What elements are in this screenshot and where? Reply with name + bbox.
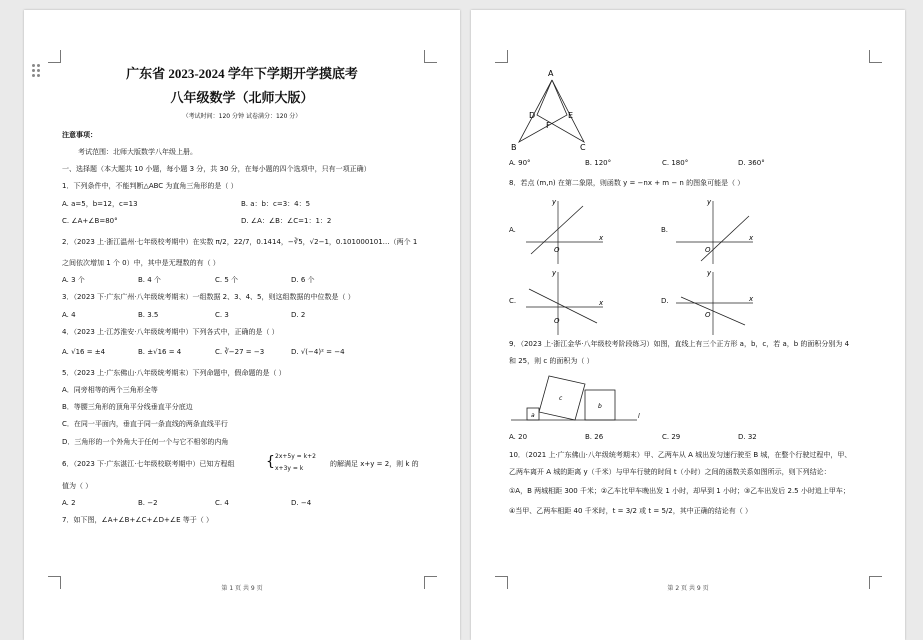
q3-option-c: C. 3 [215, 311, 229, 319]
triangle-acd [537, 80, 584, 142]
axis-x-label: x [749, 295, 754, 303]
q5-option-b: B．等腰三角形的顶角平分线垂直平分底边 [62, 403, 193, 411]
equation-1: 2x+5y = k+2 [275, 453, 316, 460]
question-1-stem: 1．下列条件中，不能判断△ABC 为直角三角形的是（ ） [62, 182, 238, 190]
q2-option-a: A. 3 个 [62, 276, 85, 284]
question-5-stem: 5．（2023 上·广东佛山·八年级统考期末）下列命题中，假命题的是（ ） [62, 369, 286, 377]
q8-graph-a [521, 196, 611, 266]
question-8-stem: 8．若点 (m,n) 在第二象限，则函数 y = −nx + m − n 的图象可能是（ ） [509, 179, 745, 187]
axis-y-label: y [707, 269, 712, 277]
q6-option-a: A. 2 [62, 499, 76, 507]
document-page-2 [471, 10, 905, 640]
question-10-stem-3: ①A，B 两城相距 300 千米；②乙车比甲车晚出发 1 小时，却早到 1 小时；③乙车出发后 2.5 小时追上甲车； [509, 487, 850, 495]
axis-y-label: y [552, 198, 557, 206]
q9-option-a: A. 20 [509, 433, 528, 441]
triangle-abe [519, 80, 567, 142]
label-c: C [580, 143, 586, 152]
document-page-3-edge [24, 632, 460, 640]
label-b: B [511, 143, 517, 152]
margin-mark-top-right [869, 50, 882, 63]
question-3-stem: 3．（2023 下·广东广州·八年级统考期末）一组数据 2、3、4、5，则这组数据的中位数是（ ） [62, 293, 355, 301]
line-graph [701, 216, 749, 261]
label-d: D [529, 111, 536, 120]
margin-mark-top-left [495, 50, 508, 63]
q3-option-d: D. 2 [291, 311, 306, 319]
q8-option-d-label: D. [661, 297, 669, 305]
q7-option-a: A. 90° [509, 159, 531, 167]
equation-2: x+3y = k [275, 465, 304, 472]
q4-option-b: B. ±√16 = 4 [138, 348, 182, 356]
q5-option-a: A．同旁相等的两个三角形全等 [62, 386, 158, 394]
question-6-stem-cont: 值为（ ） [62, 482, 93, 490]
q2-option-c: C. 5 个 [215, 276, 239, 284]
document-page-4-edge [471, 632, 905, 640]
exam-subtitle: 八年级数学（北师大版） [170, 90, 314, 105]
q6-option-d: D. −4 [291, 499, 312, 507]
origin-label: O [554, 317, 560, 325]
label-a: a [531, 412, 535, 419]
q1-option-c: C. ∠A+∠B=80° [62, 217, 118, 225]
question-2-stem-cont: 之间依次增加 1 个 0）中，其中是无理数的有（ ） [62, 259, 220, 267]
axis-x-label: x [749, 234, 754, 242]
margin-mark-top-right [424, 50, 437, 63]
q3-option-a: A. 4 [62, 311, 76, 319]
question-9-stem-cont: 和 25，则 c 的面积为（ ） [509, 357, 594, 365]
q2-option-d: D. 6 个 [291, 276, 315, 284]
question-10-stem-4: ④当甲、乙两车相距 40 千米时，t = 3/2 或 t = 5/2，其中正确的结论有（ ） [509, 507, 752, 515]
q1-option-d: D. ∠A：∠B：∠C=1：1：2 [241, 217, 332, 225]
q8-graph-d [671, 267, 761, 337]
q8-graph-b [671, 196, 761, 266]
question-2-stem: 2．（2023 上·浙江温州·七年级校考期中）在实数 π/2，22/7，0.1414，−∛5，√2−1，0.101000101…（两个 1 [62, 238, 418, 246]
question-10-stem: 10．（2021 上·广东佛山·八年级统考期末）甲、乙两车从 A 城出发匀速行驶至 B 城，在整个行驶过程中，甲、 [509, 451, 852, 459]
q5-option-d: D．三角形的一个外角大于任何一个与它不相邻的内角 [62, 438, 229, 446]
margin-mark-top-left [48, 50, 61, 63]
axis-y-label: y [552, 269, 557, 277]
origin-label: O [705, 246, 711, 254]
exam-scope: 考试范围：北师大版数学八年级上册。 [78, 148, 197, 156]
origin-label: O [554, 246, 560, 254]
q1-option-a: A. a=5，b=12，c=13 [62, 200, 138, 208]
axis-x-label: x [599, 234, 604, 242]
q4-option-a: A. √16 = ±4 [62, 348, 106, 356]
q1-option-b: B. a：b：c=3：4：5 [241, 200, 311, 208]
q8-option-b-label: B. [661, 226, 669, 234]
label-e: E [568, 111, 574, 120]
q9-option-d: D. 32 [738, 433, 757, 441]
label-l: l [638, 413, 640, 420]
section-heading: 一、选择题（本大题共 10 小题，每小题 3 分，共 30 分，在每小题的四个选项中，只有一项正确） [62, 165, 371, 173]
exam-info: （考试时间：120 分钟 试卷满分：120 分） [182, 113, 302, 120]
squares-figure [507, 372, 647, 428]
q6-option-c: C. 4 [215, 499, 229, 507]
page-footer: 第 1 页 共 9 页 [221, 585, 263, 592]
q3-option-b: B. 3.5 [138, 311, 159, 319]
exam-title: 广东省 2023-2024 学年下学期开学摸底考 [126, 66, 358, 81]
q8-option-a-label: A. [509, 226, 516, 234]
notes-heading: 注意事项： [62, 131, 97, 139]
axis-x-label: x [599, 299, 604, 307]
question-10-stem-2: 乙两车离开 A 城的距离 y（千米）与甲车行驶的时间 t（小时）之间的函数关系如图所示，则下列结论： [509, 468, 831, 476]
q9-option-b: B. 26 [585, 433, 604, 441]
question-9-stem: 9．（2023 上·浙江金华·八年级校考阶段练习）如图，直线上有三个正方形 a，b，c，若 a，b 的面积分别为 4 [509, 340, 850, 348]
question-4-stem: 4．（2023 上·江苏淮安·八年级统考期中）下列各式中，正确的是（ ） [62, 328, 279, 336]
q4-option-c: C. ∛−27 = −3 [215, 348, 265, 356]
q6-option-b: B. −2 [138, 499, 158, 507]
q7-option-b: B. 120° [585, 159, 612, 167]
origin-label: O [705, 311, 711, 319]
q5-option-c: C．在同一平面内，垂直于同一条直线的两条直线平行 [62, 420, 228, 428]
label-c: c [559, 395, 563, 402]
question-6-stem: 6．（2023 下·广东湛江·七年级校联考期中）已知方程组 [62, 460, 235, 468]
page-footer: 第 2 页 共 9 页 [667, 585, 709, 592]
axis-y-label: y [707, 198, 712, 206]
label-f: F [546, 121, 551, 130]
document-page-1 [24, 10, 460, 640]
label-a: A [548, 69, 554, 78]
q7-option-d: D. 360° [738, 159, 765, 167]
q4-option-d: D. √(−4)² = −4 [291, 348, 345, 356]
drag-handle-icon[interactable] [32, 64, 41, 78]
question-6-stem-post: 的解满足 x+y = 2，则 k 的 [330, 460, 419, 468]
q9-option-c: C. 29 [662, 433, 681, 441]
q2-option-b: B. 4 个 [138, 276, 161, 284]
system-brace: { [266, 454, 275, 470]
triangle-figure [507, 68, 597, 150]
q7-option-c: C. 180° [662, 159, 689, 167]
q8-option-c-label: C. [509, 297, 517, 305]
q8-graph-c [521, 267, 611, 337]
line-graph [529, 289, 597, 323]
label-b: b [598, 403, 602, 410]
question-7-stem: 7．如下图，∠A+∠B+∠C+∠D+∠E 等于（ ） [62, 516, 214, 524]
